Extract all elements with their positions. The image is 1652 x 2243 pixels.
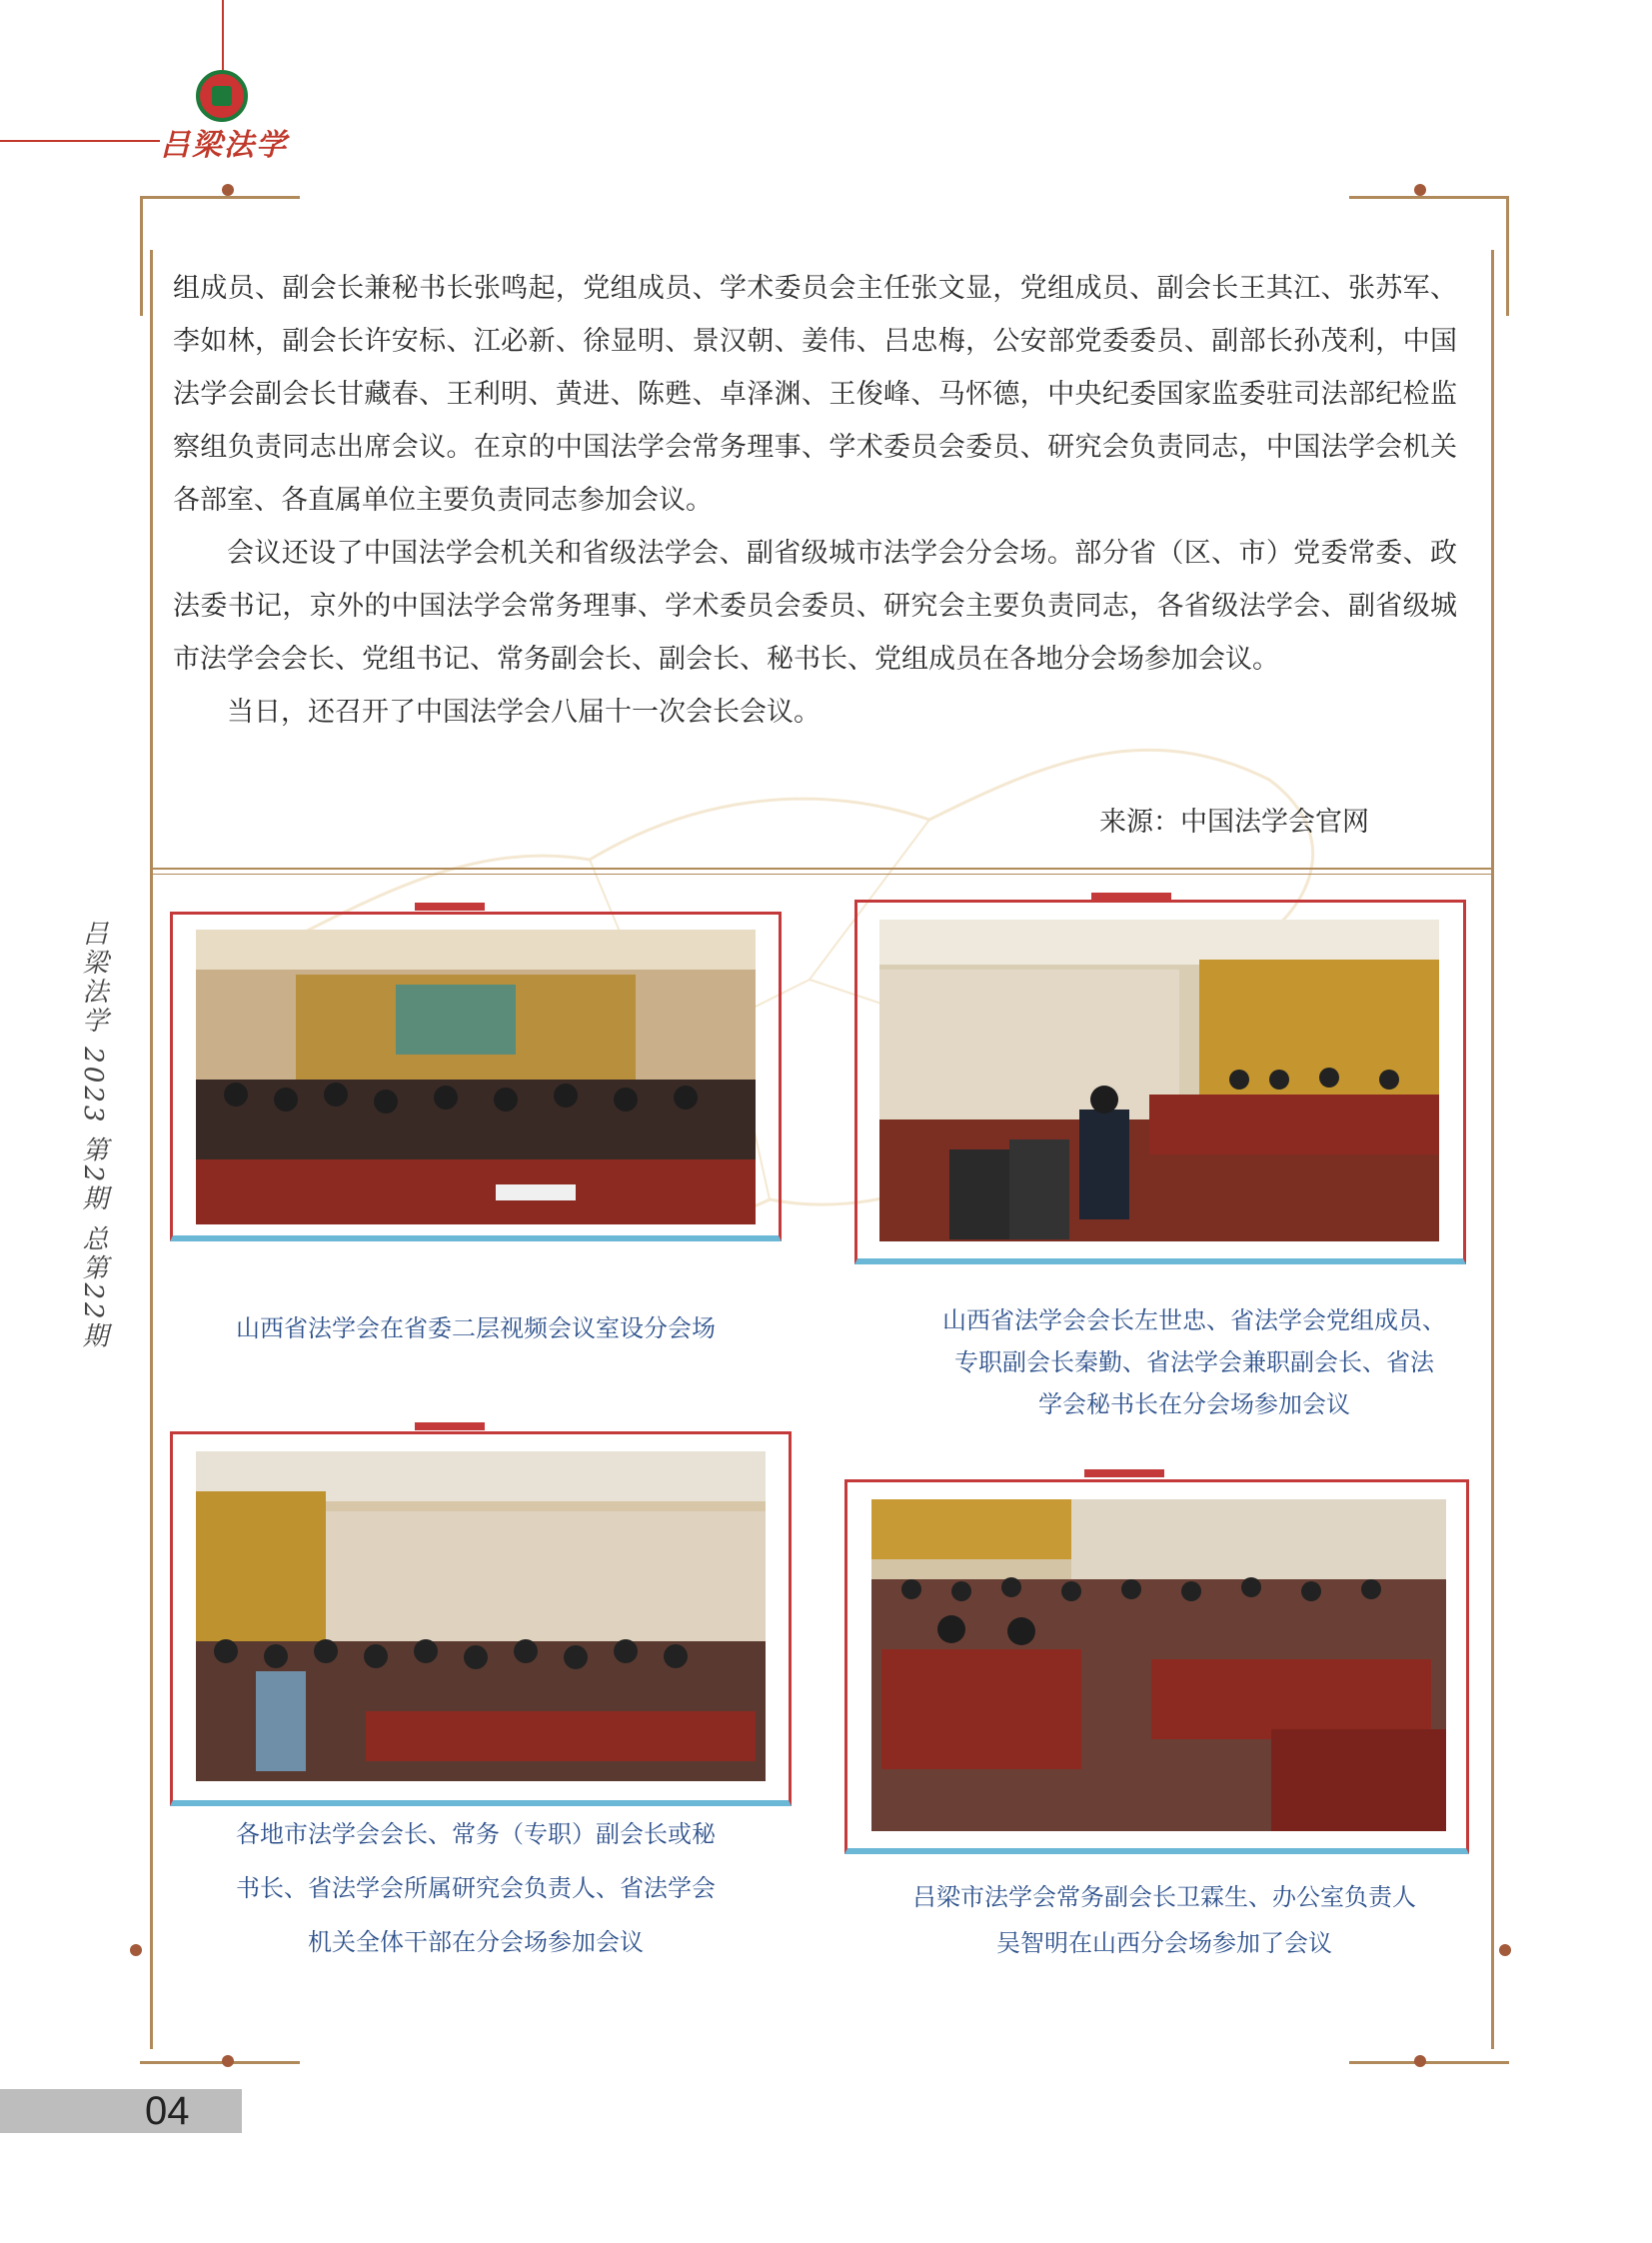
page-number-bar	[0, 2089, 242, 2133]
caption-line: 各地市法学会会长、常务（专职）副会长或秘	[236, 1820, 716, 1848]
meeting-room-photo-2	[879, 920, 1439, 1241]
header-red-horizontal-line	[0, 140, 160, 142]
photo-caption-1	[170, 1307, 782, 1349]
section-divider	[150, 868, 1494, 870]
frame-right-line	[1491, 250, 1494, 2049]
caption-line: 吴智明在山西分会场参加了会议	[996, 1929, 1332, 1957]
photo-tab-decoration	[1084, 1469, 1164, 1477]
page-number: 04	[145, 2089, 190, 2133]
frame-bottom-right	[1349, 2061, 1509, 2064]
frame-bottom-left	[140, 2061, 300, 2064]
paragraph: 组成员、副会长兼秘书长张鸣起，党组成员、学术委员会主任张文显，党组成员、副会长王其江、张苏军、李如林，副会长许安标、江必新、徐显明、景汉朝、姜伟、吕忠梅，公安部党委委员、副部长孙茂利，中国法学会副会长甘藏春、王利明、黄进、陈甦、卓泽渊、王俊峰、马怀德，中央纪委国家监委驻司法部纪检监察组负责同志出席会议。在京的中国法学会常务理事、学术委员会委员、研究会负责同志，中国法学会机关各部室、各直属单位主要负责同志参加会议。	[173, 273, 1457, 516]
caption-line: 山西省法学会在省委二层视频会议室设分会场	[236, 1314, 716, 1342]
caption-line: 专职副会长秦勤、省法学会兼职副会长、省法	[954, 1348, 1434, 1376]
article-body	[173, 262, 1457, 739]
frame-right-top	[1506, 196, 1509, 316]
photo-tab-decoration	[415, 903, 485, 911]
frame-dot-icon	[130, 1944, 142, 1956]
photo-caption-4	[874, 1874, 1454, 1966]
photo-caption-2	[904, 1299, 1484, 1425]
meeting-room-photo-1	[196, 930, 756, 1224]
paragraph: 当日，还召开了中国法学会八届十一次会长会议。	[227, 697, 821, 728]
source-attribution: 来源：中国法学会官网	[1099, 807, 1369, 838]
header-red-vertical-line	[222, 0, 224, 70]
paragraph: 会议还设了中国法学会机关和省级法学会、副省级城市法学会分会场。部分省（区、市）党委常委、政法委书记，京外的中国法学会常务理事、学术委员会委员、研究会主要负责同志，各省级法学会、副省级城市法学会会长、党组书记、常务副会长、副会长、秘书长、党组成员在各地分会场参加会议。	[173, 538, 1457, 675]
frame-top-left	[140, 196, 300, 199]
photo-caption-3	[170, 1807, 782, 1969]
caption-line: 书长、省法学会所属研究会负责人、省法学会	[236, 1874, 716, 1902]
frame-top-right	[1349, 196, 1509, 199]
frame-dot-icon	[1414, 184, 1426, 196]
caption-line: 吕梁市法学会常务副会长卫霖生、办公室负责人	[912, 1883, 1416, 1911]
frame-dot-icon	[222, 184, 234, 196]
frame-dot-icon	[222, 2055, 234, 2067]
caption-line: 山西省法学会会长左世忠、省法学会党组成员、	[942, 1306, 1446, 1334]
section-divider	[150, 874, 1494, 875]
caption-line: 机关全体干部在分会场参加会议	[308, 1928, 644, 1956]
frame-dot-icon	[1414, 2055, 1426, 2067]
caption-line: 学会秘书长在分会场参加会议	[1038, 1390, 1350, 1418]
meeting-room-photo-4	[871, 1499, 1446, 1831]
issue-sidebar-label: 吕梁法学 2023 第2期 总第22期	[78, 920, 108, 1351]
photo-tab-decoration	[415, 1422, 485, 1430]
journal-emblem-icon	[196, 70, 248, 122]
frame-left-line	[150, 250, 153, 2049]
frame-dot-icon	[1499, 1944, 1511, 1956]
journal-logo: 吕梁法学	[160, 128, 288, 163]
frame-left-top	[140, 196, 143, 316]
meeting-room-photo-3	[196, 1451, 766, 1781]
